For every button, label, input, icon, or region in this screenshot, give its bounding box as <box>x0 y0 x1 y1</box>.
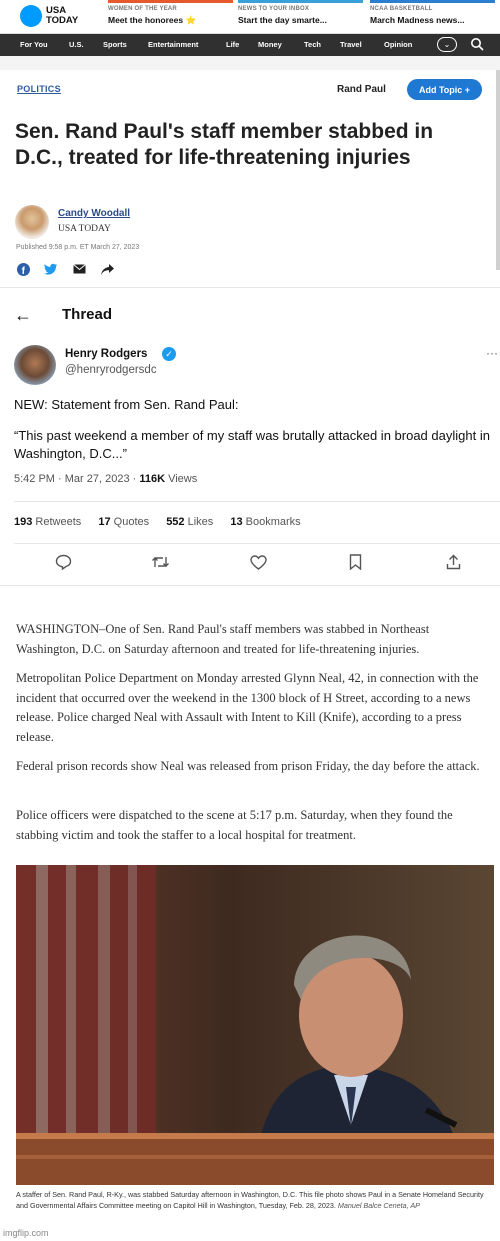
tweet-author-avatar[interactable] <box>14 345 56 385</box>
quotes-stat[interactable] <box>98 516 149 528</box>
back-arrow-icon: ← <box>14 305 32 325</box>
twitter-share-button[interactable] <box>44 262 58 276</box>
logo-line-1: USA <box>46 5 67 16</box>
nav-item-entertainment[interactable]: Entertainment <box>148 40 199 49</box>
promo-accent-bar <box>370 0 495 3</box>
nav-item-travel[interactable]: Travel <box>340 40 362 49</box>
published-timestamp: Published 9:58 p.m. ET March 27, 2023 <box>16 244 140 251</box>
nav-item-tech[interactable]: Tech <box>304 40 321 49</box>
caption-credit: Manuel Balce Ceneta, AP <box>337 1201 420 1210</box>
promo-label: WOMEN OF THE YEAR <box>108 6 177 12</box>
facebook-icon <box>17 263 30 276</box>
author-link[interactable]: Candy Woodall <box>58 208 131 219</box>
reply-button[interactable] <box>53 552 73 572</box>
scrollbar[interactable] <box>496 70 500 270</box>
divider <box>0 287 500 288</box>
tweet-stats <box>14 516 301 528</box>
article-paragraph: Metropolitan Police Department on Monday arrested Glynn Neal, 42, in connection with the incident that occurred over the weekend in the 1300 block of H Street, according to a news release. Police charged Neal with Assault with Intent to Kill (Knife), according to a press release. <box>16 671 479 744</box>
bookmarks-stat[interactable] <box>230 516 300 528</box>
retweets-stat[interactable] <box>14 516 81 528</box>
divider <box>0 585 500 586</box>
bookmarks-count: 13 <box>230 516 243 528</box>
thread-title: Thread <box>62 306 113 323</box>
nav-item-us[interactable]: U.S. <box>69 40 84 49</box>
usa-today-logo[interactable] <box>20 5 78 27</box>
add-topic-button[interactable]: Add Topic + <box>407 79 482 100</box>
divider <box>14 543 500 544</box>
tweet-metadata <box>14 473 197 485</box>
email-share-button[interactable] <box>72 262 86 276</box>
tweet-time[interactable]: 5:42 PM · Mar 27, 2023 · <box>14 473 140 485</box>
promo-accent-bar <box>238 0 363 3</box>
tweet-author-name[interactable]: Henry Rodgers <box>65 348 148 360</box>
reply-icon <box>55 554 72 570</box>
retweet-icon <box>151 555 170 569</box>
retweet-button[interactable] <box>150 552 170 572</box>
topic-label: Rand Paul <box>337 84 386 95</box>
nav-item-for-you[interactable]: For You <box>20 40 48 49</box>
article-paragraph: Police officers were dispatched to the scene at 5:17 p.m. Saturday, when they found the stabbing victim and took the staffer to a local hospital for treatment. <box>16 808 453 842</box>
quotes-label: Quotes <box>110 516 150 528</box>
promo-title: Start the day smarte... <box>238 15 327 25</box>
likes-stat[interactable] <box>166 516 213 528</box>
bookmark-button[interactable] <box>345 552 365 572</box>
verified-badge-icon: ✓ <box>162 347 176 361</box>
heart-icon <box>250 555 267 570</box>
views-label: Views <box>165 473 198 485</box>
senator-photo-illustration <box>16 865 494 1185</box>
article-headline: Sen. Rand Paul's staff member stabbed in D.C., treated for life-threatening injuries <box>15 120 434 169</box>
tweet-author-handle[interactable]: @henryrodgersdc <box>65 364 157 376</box>
author-outlet: USA TODAY <box>58 224 111 234</box>
promo-label: NEWS TO YOUR INBOX <box>238 6 310 12</box>
logo-circle-icon <box>20 5 42 27</box>
search-icon <box>470 37 484 51</box>
photo-caption <box>16 1189 494 1211</box>
promo-label: NCAA BASKETBALL <box>370 6 433 12</box>
nav-item-money[interactable]: Money <box>258 40 282 49</box>
share-tweet-button[interactable] <box>443 552 463 572</box>
share-button[interactable] <box>100 262 114 276</box>
header-separator <box>0 56 500 70</box>
promo-title: March Madness news... <box>370 15 465 25</box>
main-nav <box>0 34 500 56</box>
promo-accent-bar <box>108 0 233 3</box>
share-arrow-icon <box>101 264 114 275</box>
svg-text:f: f <box>21 265 25 276</box>
nav-expand-button[interactable] <box>437 37 457 52</box>
article-photo[interactable] <box>16 865 494 1185</box>
promo-women-of-year[interactable] <box>108 0 233 34</box>
logo-line-2: TODAY <box>46 15 79 26</box>
promo-title: Meet the honorees ⭐ <box>108 15 197 25</box>
top-bar <box>0 0 500 34</box>
facebook-share-button[interactable] <box>16 262 30 276</box>
tweet-quote: “This past weekend a member of my staff was brutally attacked in broad daylight in Washington, D.C...” <box>14 428 490 461</box>
quotes-count: 17 <box>98 516 111 528</box>
search-button[interactable] <box>470 37 486 53</box>
promo-ncaa[interactable] <box>370 0 495 34</box>
nav-item-sports[interactable]: Sports <box>103 40 127 49</box>
upload-share-icon <box>446 554 461 570</box>
author-avatar <box>15 205 49 239</box>
section-link[interactable]: POLITICS <box>17 84 61 94</box>
likes-count: 552 <box>166 516 185 528</box>
nav-item-opinion[interactable]: Opinion <box>384 40 413 49</box>
bookmarks-label: Bookmarks <box>242 516 301 528</box>
imgflip-watermark: imgflip.com <box>3 1228 49 1238</box>
twitter-bird-icon <box>44 263 58 275</box>
article-paragraph: WASHINGTON–One of Sen. Rand Paul's staff members was stabbed in Northeast Washington, D.C. on Saturday afternoon and treated for life-threatening injuries. <box>16 622 430 656</box>
chevron-down-icon: ⌄ <box>443 40 451 49</box>
back-arrow-button[interactable] <box>14 305 32 326</box>
article-paragraph: Federal prison records show Neal was released from prison Friday, the day before the attack. <box>16 759 480 773</box>
tweet-text-line: NEW: Statement from Sen. Rand Paul: <box>14 397 239 412</box>
nav-item-life[interactable]: Life <box>226 40 240 49</box>
retweets-count: 193 <box>14 516 33 528</box>
retweets-label: Retweets <box>32 516 82 528</box>
bookmark-icon <box>349 554 362 570</box>
likes-label: Likes <box>184 516 214 528</box>
promo-newsletter[interactable] <box>238 0 363 34</box>
views-count: 116K <box>139 473 166 485</box>
like-button[interactable] <box>248 552 268 572</box>
mail-icon <box>73 264 86 274</box>
caption-text: A staffer of Sen. Rand Paul, R-Ky., was stabbed Saturday afternoon in Washington, D.C. This file photo shows Paul in a Senate Homeland Security and Governmental Affairs Committee meeting on Capitol Hill in Washington, Tuesday, Feb. 28, 2023. <box>16 1190 484 1210</box>
divider <box>14 501 500 502</box>
more-options-icon[interactable]: ··· <box>486 346 498 360</box>
